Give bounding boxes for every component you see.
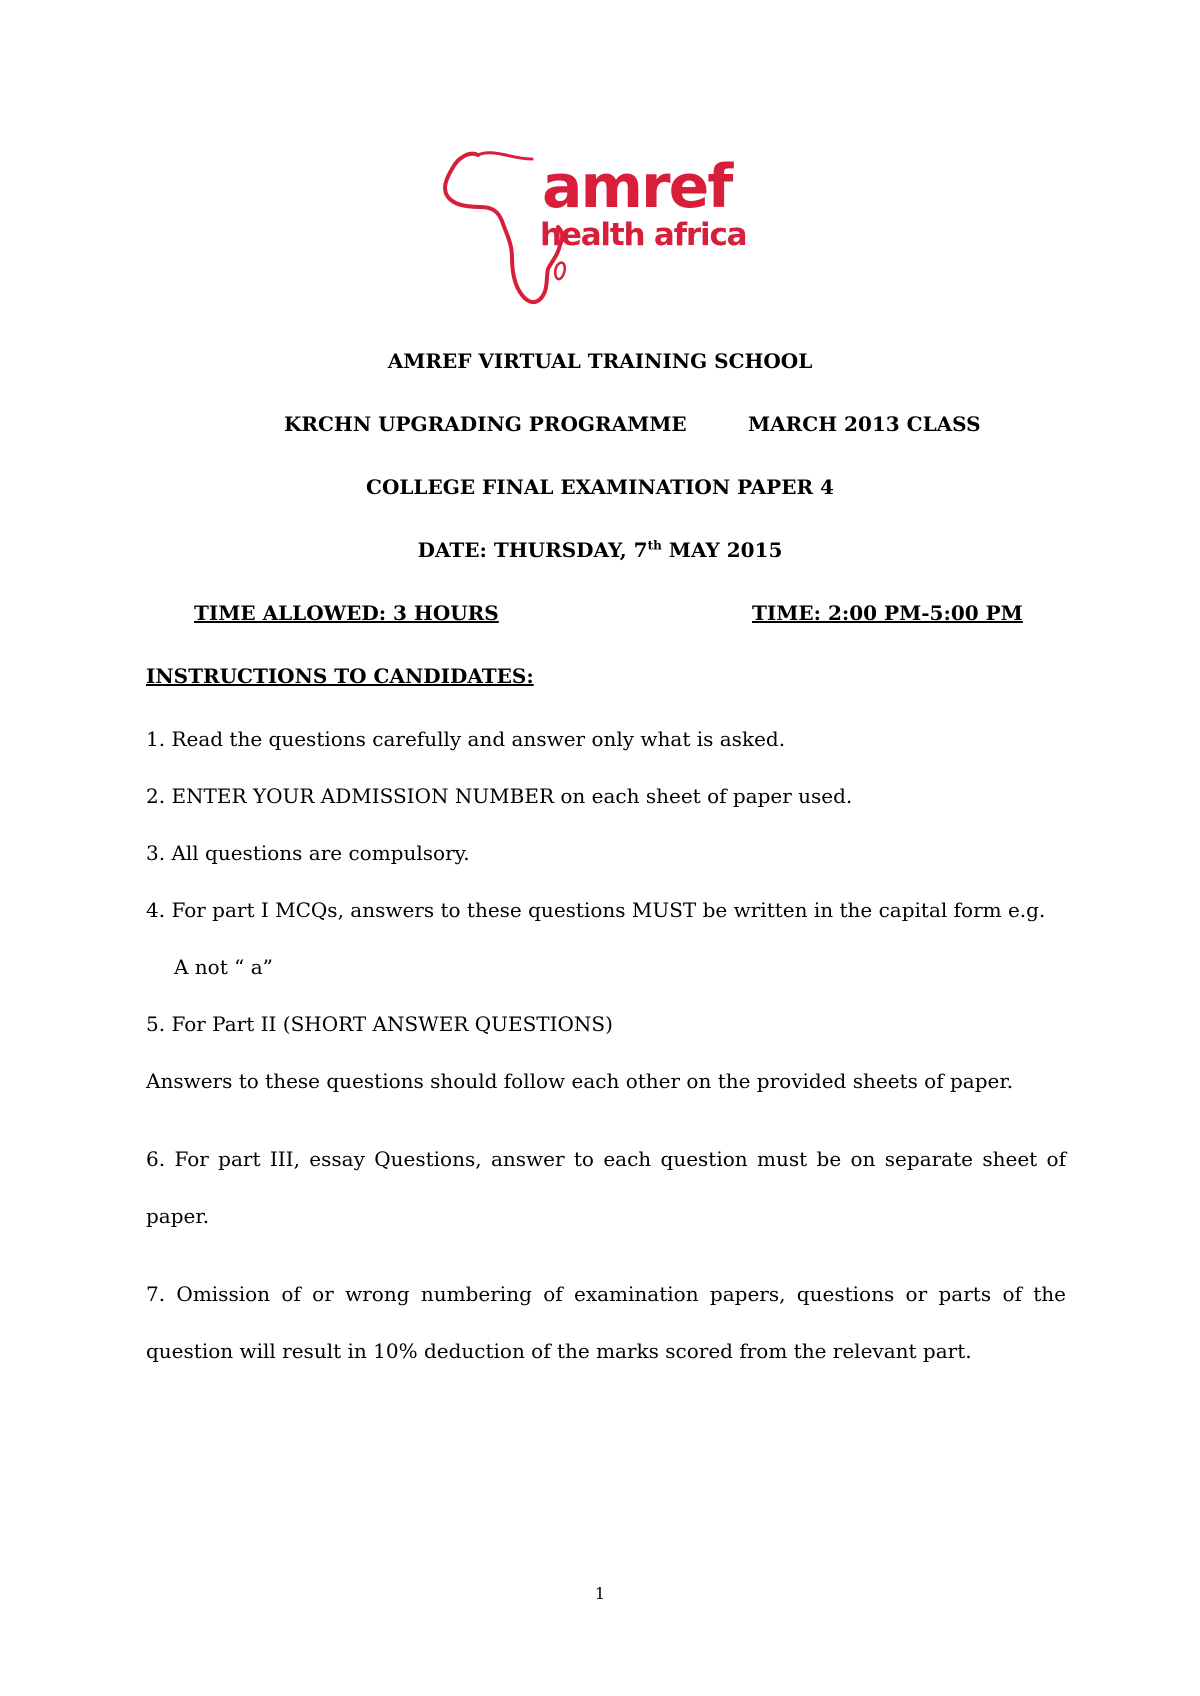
instruction-item: question will result in 10% deduction of the marks scored from the relevant part. [146, 1339, 972, 1363]
date-superscript: th [647, 538, 662, 553]
date-suffix: MAY 2015 [661, 538, 783, 562]
instruction-item: paper. [146, 1204, 210, 1228]
page-number: 1 [594, 1584, 606, 1603]
instruction-item: 3. All questions are compulsory. [146, 841, 470, 865]
logo-wordmark: amref [542, 152, 732, 222]
exam-title: COLLEGE FINAL EXAMINATION PAPER 4 [366, 475, 834, 499]
exam-time: TIME: 2:00 PM-5:00 PM [752, 601, 1023, 625]
instruction-item: Answers to these questions should follow each other on the provided sheets of paper. [146, 1069, 1014, 1093]
instruction-item: 6. For part III, essay Questions, answer to each question must be on separate sheet of [146, 1147, 1066, 1171]
school-title: AMREF VIRTUAL TRAINING SCHOOL [387, 349, 813, 373]
instruction-item: A not “ a” [174, 955, 273, 979]
class-name: MARCH 2013 CLASS [748, 412, 981, 436]
logo-tagline: health africa [540, 217, 747, 253]
amref-logo [440, 145, 770, 315]
time-allowed: TIME ALLOWED: 3 HOURS [194, 601, 499, 625]
instruction-item: 7. Omission of or wrong numbering of examination papers, questions or parts of the [146, 1282, 1066, 1306]
exam-date [0, 536, 1200, 564]
instruction-item: 4. For part I MCQs, answers to these questions MUST be written in the capital form e.g. [146, 898, 1046, 922]
instruction-item: 5. For Part II (SHORT ANSWER QUESTIONS) [146, 1012, 613, 1036]
instruction-item: 2. ENTER YOUR ADMISSION NUMBER on each sheet of paper used. [146, 784, 853, 808]
instruction-item: 1. Read the questions carefully and answer only what is asked. [146, 727, 786, 751]
date-prefix: DATE: THURSDAY, 7 [417, 538, 648, 562]
instructions-heading: INSTRUCTIONS TO CANDIDATES: [146, 664, 534, 688]
programme-name: KRCHN UPGRADING PROGRAMME [284, 412, 687, 436]
